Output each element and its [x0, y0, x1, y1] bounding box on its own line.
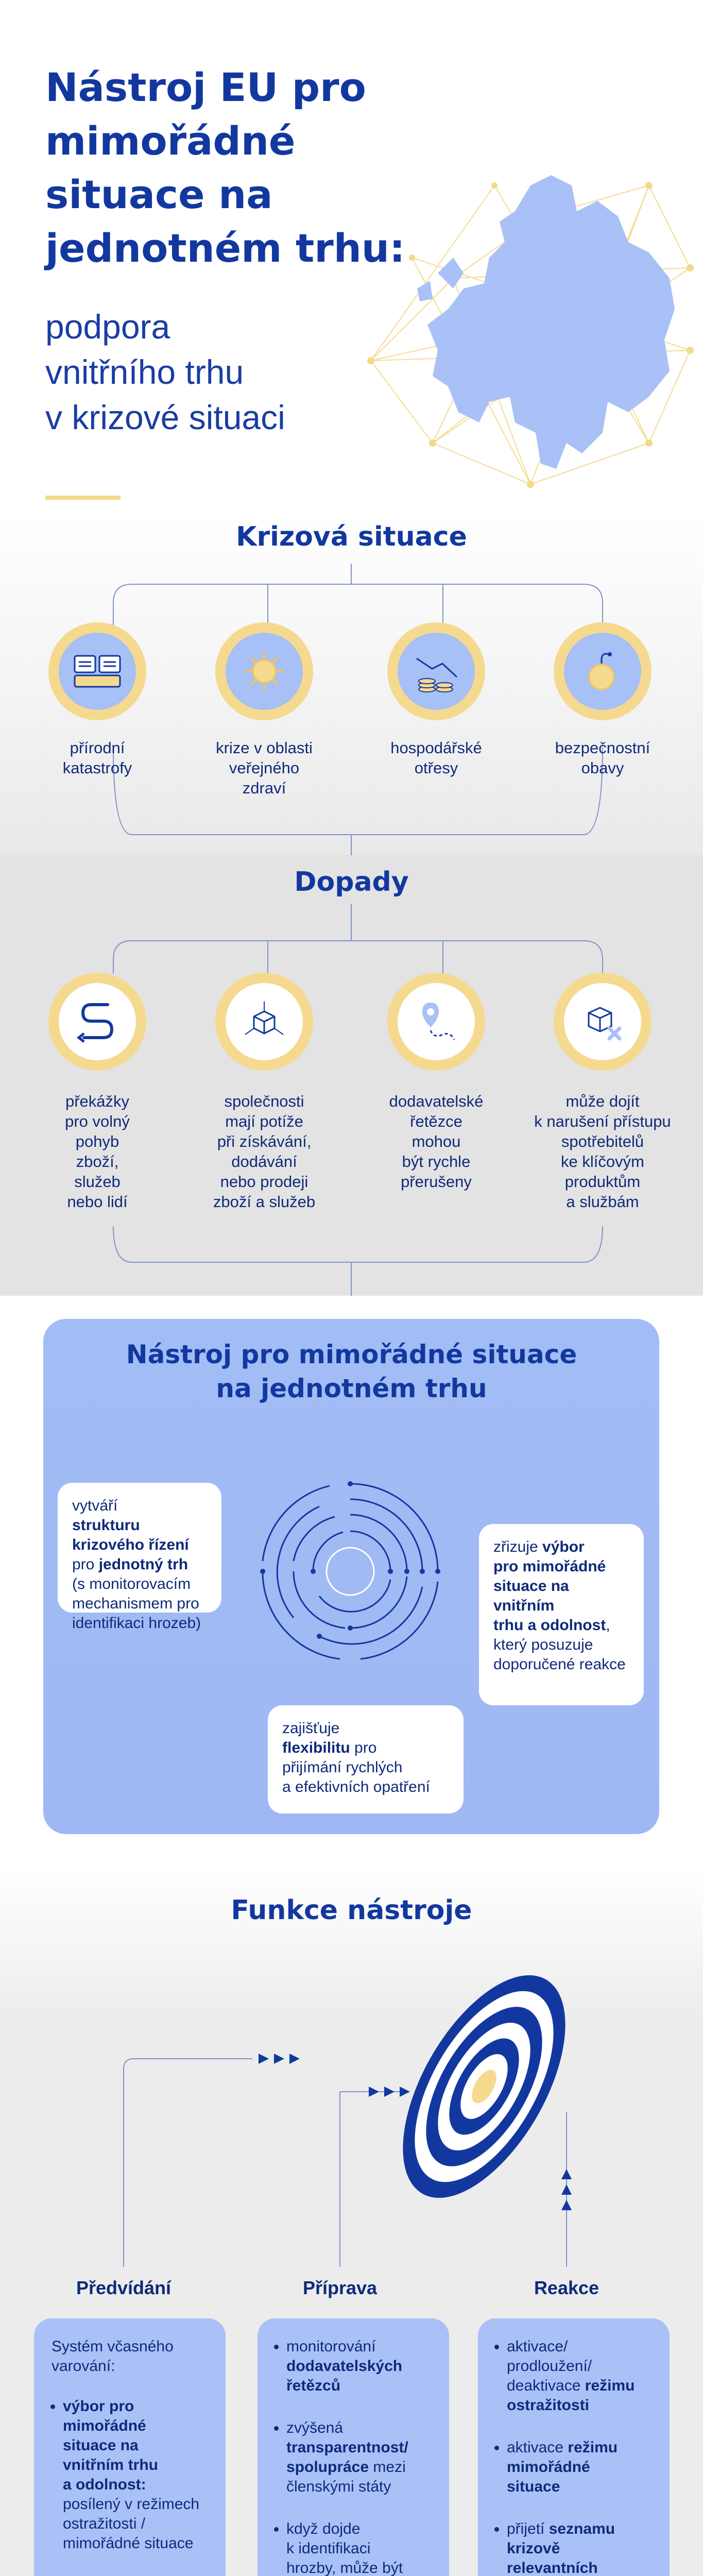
column-title-response: Reakce	[534, 2277, 599, 2298]
impacts-title: Dopady	[294, 867, 409, 897]
impact-item-consumer-access	[554, 973, 651, 1071]
crisis-item-economic-shocks	[387, 622, 485, 720]
hero-title: Nástroj EU pro mimořádné situace na jednotném trhu:	[45, 64, 405, 271]
response-item-emergency-mode: • aktivace režimu mimořádné situace	[507, 2438, 652, 2497]
response-box	[478, 2318, 670, 2576]
crisis-title: Krizová situace	[236, 521, 467, 552]
preparation-item-monitoring: • monitorování dodavatelských řetězců	[286, 2337, 432, 2396]
impact-label-supply-chains: dodavatelské řetězce mohou být rychle přerušeny	[389, 1092, 484, 1191]
impact-label-consumer-access: může dojít k narušení přístupu spotřebitelů ke klíčovým produktům a službám	[534, 1092, 671, 1211]
response-item-vigilance-mode: • aktivace/ prodloužení/ deaktivace režimu ostražitosti	[507, 2337, 652, 2415]
instrument-card-flexibility: zajišťuje flexibilitu pro přijímání rychlých a efektivních opatření	[268, 1705, 464, 1814]
preparation-item-transparency: • zvýšená transparentnost/ spolupráce mezi členskými státy	[286, 2418, 432, 2497]
crisis-item-security	[554, 622, 651, 720]
crisis-label-natural-disasters: přírodní katastrofy	[62, 739, 132, 777]
column-title-preparation: Příprava	[302, 2277, 378, 2298]
route-icon	[77, 998, 118, 1045]
crisis-label-public-health: krize v oblasti veřejného zdraví	[216, 739, 313, 797]
instrument-card-structure: vytváří strukturu krizového řízení pro jednotný trh (s monitorovacím mechanismem pro identifikaci hrozeb)	[58, 1483, 221, 1613]
anticipation-box	[34, 2318, 226, 2576]
early-warning-intro: Systém včasného varování:	[52, 2338, 174, 2375]
box-network-icon	[241, 998, 287, 1045]
hero-divider	[45, 496, 121, 500]
hero-subtitle: podpora vnitřního trhu v krizové situaci	[45, 308, 285, 436]
anticipation-item-committee: • výbor pro mimořádné situace na vnitřním trhu a odolnost: posílený v režimech ostražitosti / mimořádné situace	[63, 2397, 208, 2553]
preparation-box	[258, 2318, 449, 2576]
functions-connector	[0, 2040, 703, 2282]
impact-label-free-movement: překážky pro volný pohyb zboží, služeb nebo lidí	[65, 1092, 130, 1211]
response-item-crisis-list: • přijetí seznamu krizově relevantních	[507, 2519, 652, 2576]
coins-chart-icon	[411, 648, 461, 694]
impact-item-supply-chains	[387, 973, 485, 1071]
instrument-card-committee: zřizuje výbor pro mimořádné situace na vnitřním trhu a odolnost, který posuzuje doporučené reakce	[479, 1524, 644, 1705]
impact-item-companies	[215, 973, 313, 1071]
crisis-label-security: bezpečnostní obavy	[555, 739, 650, 777]
instrument-title: Nástroj pro mimořádné situace na jednotném trhu	[126, 1340, 577, 1403]
crisis-item-natural-disasters	[48, 622, 146, 720]
impact-label-companies: společnosti mají potíže při získávání, dodávání nebo prodeji zboží a služeb	[213, 1092, 316, 1211]
box-cross-icon	[579, 998, 626, 1045]
impacts-connector	[0, 855, 703, 1296]
crisis-item-public-health	[215, 622, 313, 720]
crisis-label-economic-shocks: hospodářské otřesy	[390, 739, 482, 777]
target-rings-icon	[242, 1463, 458, 1680]
column-title-anticipation: Předvídání	[76, 2277, 172, 2298]
functions-title: Funkce nástroje	[231, 1895, 472, 1926]
storm-icon	[73, 651, 122, 692]
bomb-icon	[582, 648, 623, 694]
impact-item-free-movement	[48, 973, 146, 1071]
location-path-icon	[413, 998, 459, 1045]
virus-icon	[241, 648, 287, 694]
preparation-item-vigilance: • když dojde k identifikaci hrozby, může být	[286, 2519, 432, 2576]
